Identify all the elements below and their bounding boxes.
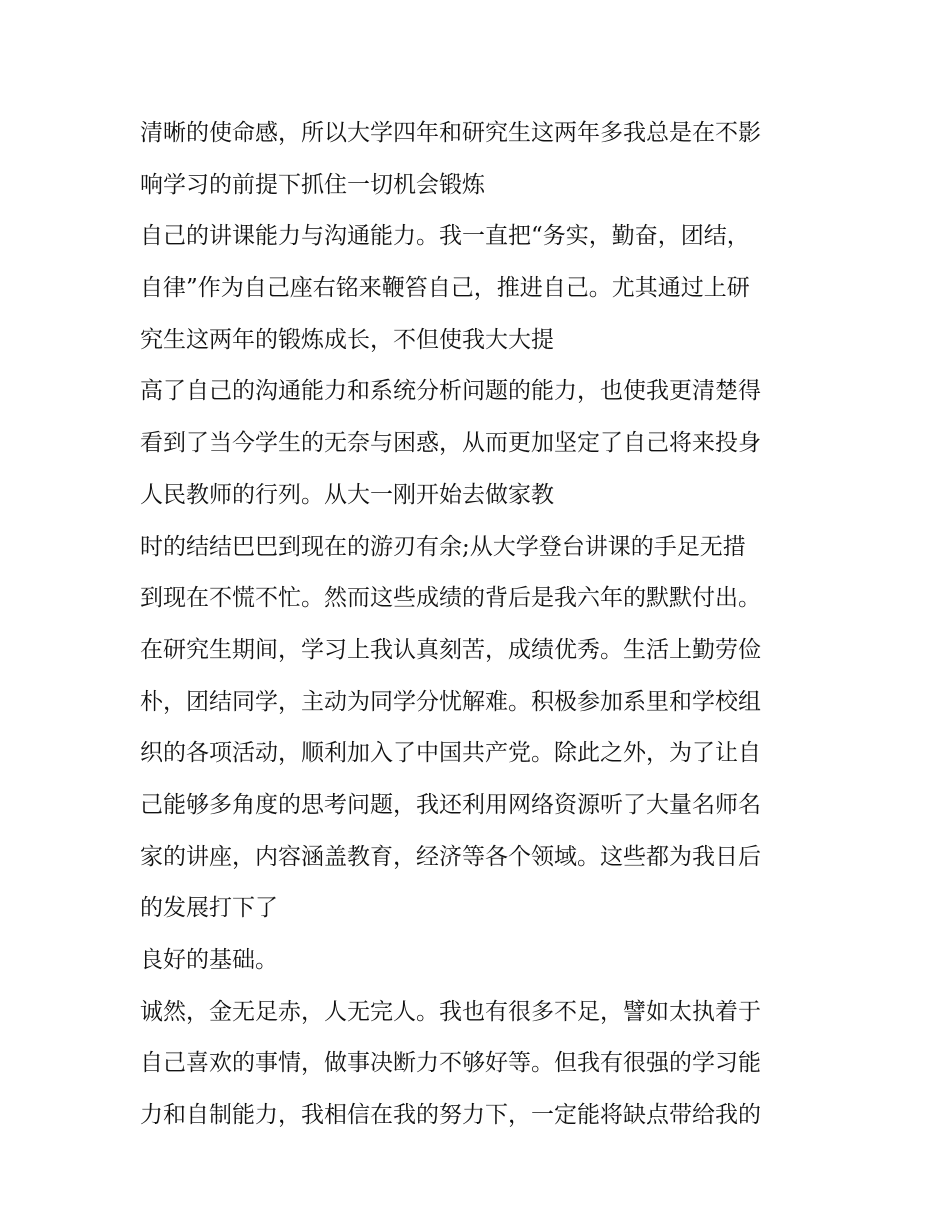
text-line: 到现在不慌不忙。然而这些成绩的背后是我六年的默默付出。: [140, 585, 761, 612]
text-line: 力和自制能力，我相信在我的努力下，一定能将缺点带给我的: [140, 1102, 761, 1129]
text-line: 自己喜欢的事情，做事决断力不够好等。但我有很强的学习能: [140, 1050, 761, 1077]
text-line: 的发展打下了: [140, 895, 278, 922]
text-line: 朴，团结同学，主动为同学分忧解难。积极参加系里和学校组: [140, 688, 761, 715]
text-line: 究生这两年的锻炼成长，不但使我大大提: [140, 326, 554, 353]
text-line: 在研究生期间，学习上我认真刻苦，成绩优秀。生活上勤劳俭: [140, 636, 761, 663]
text-line: 人民教师的行列。从大一刚开始去做家教: [140, 481, 554, 508]
text-line: 己能够多角度的思考问题，我还利用网络资源听了大量名师名: [140, 791, 761, 818]
text-line: 响学习的前提下抓住一切机会锻炼: [140, 171, 485, 198]
text-line: 家的讲座，内容涵盖教育，经济等各个领域。这些都为我日后: [140, 843, 761, 870]
text-line: 时的结结巴巴到现在的游刃有余;从大学登台讲课的手足无措: [140, 533, 746, 560]
text-line: 清晰的使命感，所以大学四年和研究生这两年多我总是在不影: [140, 120, 761, 146]
text-line: 高了自己的沟通能力和系统分析问题的能力，也使我更清楚得: [140, 378, 761, 405]
text-line: 自律”作为自己座右铭来鞭笞自己，推进自己。尤其通过上研: [140, 275, 750, 302]
text-line: 自己的讲课能力与沟通能力。我一直把“务实，勤奋，团结，: [140, 223, 750, 250]
text-line: 看到了当今学生的无奈与困惑，从而更加坚定了自己将来投身: [140, 430, 761, 457]
text-line: 诚然，金无足赤，人无完人。我也有很多不足，譬如太执着于: [140, 998, 761, 1025]
text-line: 良好的基础。: [140, 947, 278, 973]
document-body: [140, 108, 820, 1142]
text-line: 织的各项活动，顺利加入了中国共产党。除此之外，为了让自: [140, 740, 761, 767]
